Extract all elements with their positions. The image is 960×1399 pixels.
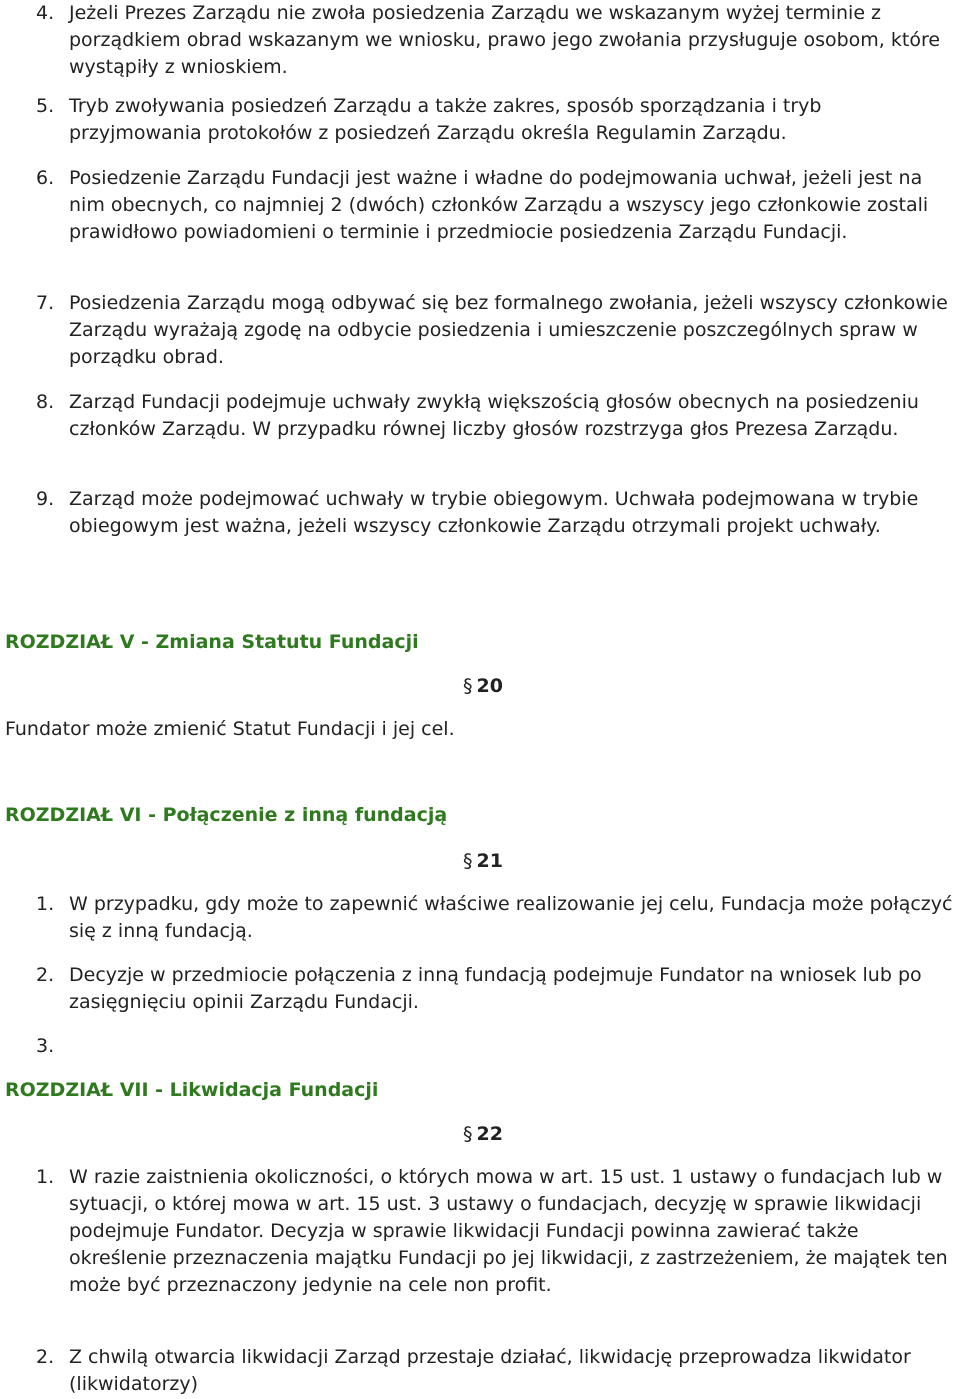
list-item-number: 4. [36,2,55,24]
paragraph-number [463,1121,503,1148]
paragraph-number-value: 20 [476,675,503,697]
list-item-text: Decyzje w przedmiocie połączenia z inną fundacją podejmuje Fundator na wniosek lub po zasięgnięciu opinii Zarządu Fundacji. [69,964,922,1013]
paragraph-number-value: 22 [476,1123,503,1145]
list-item-text: Posiedzenia Zarządu mogą odbywać się bez formalnego zwołania, jeżeli wszyscy członkowie Zarządu wyrażają zgodę na odbycie posiedzenia i umieszczenie poszczególnych spraw w porządku obrad. [69,292,948,368]
list-item-text: W przypadku, gdy może to zapewnić właściwe realizowanie jej celu, Fundacja może połączyć się z inną fundacją. [69,893,953,942]
list-item-number: 2. [36,964,55,986]
list-item-text: W razie zaistnienia okoliczności, o których mowa w art. 15 ust. 1 ustawy o fundacjach lub w sytuacji, o której mowa w art. 15 ust. 3 ustawy o fundacjach, decyzję w sprawie likwidacji podejmuje Fundator. Decyzja w sprawie likwidacji Fundacji powinna zawierać także określenie przeznaczenia majątku Fundacji po jej likwidacji, z zastrzeżeniem, że majątek ten może być przeznaczony jedynie na cele non profit. [69,1166,948,1296]
list-item-number: 8. [36,391,55,413]
section-sign: § [463,675,473,697]
list-item-number: 1. [36,1166,55,1188]
list-item-text: Posiedzenie Zarządu Fundacji jest ważne i władne do podejmowania uchwał, jeżeli jest na nim obecnych, co najmniej 2 (dwóch) członków Zarządu a wszyscy jego członkowie zostali prawidłowo powiadomieni o terminie i przedmiocie posiedzenia Zarządu Fundacji. [69,167,929,243]
chapter-heading: ROZDZIAŁ VII - Likwidacja Fundacji [5,1079,379,1101]
section-sign: § [463,1123,473,1145]
list-item-number: 6. [36,167,55,189]
chapter-heading: ROZDZIAŁ V - Zmiana Statutu Fundacji [5,631,419,653]
list-item-number: 5. [36,95,55,117]
section-sign: § [463,850,473,872]
list-item-text: Zarząd Fundacji podejmuje uchwały zwykłą większością głosów obecnych na posiedzeniu członków Zarządu. W przypadku równej liczby głosów rozstrzyga głos Prezesa Zarządu. [69,391,919,440]
list-item-text: Z chwilą otwarcia likwidacji Zarząd przestaje działać, likwidację przeprowadza likwidator (likwidatorzy) [69,1346,911,1395]
list-item-number: 9. [36,488,55,510]
paragraph-text: Fundator może zmienić Statut Fundacji i jej cel. [5,718,455,740]
list-item-text: Tryb zwoływania posiedzeń Zarządu a także zakres, sposób sporządzania i tryb przyjmowania protokołów z posiedzeń Zarządu określa Regulamin Zarządu. [69,95,822,144]
paragraph-number [463,673,503,700]
list-item-number: 1. [36,893,55,915]
list-item-text: Zarząd może podejmować uchwały w trybie obiegowym. Uchwała podejmowana w trybie obiegowym jest ważna, jeżeli wszyscy członkowie Zarządu otrzymali projekt uchwały. [69,488,919,537]
paragraph-number-value: 21 [476,850,503,872]
paragraph-number [463,848,503,875]
chapter-heading: ROZDZIAŁ VI - Połączenie z inną fundacją [5,804,448,826]
list-item-number: 3. [36,1035,55,1057]
list-item-text: Jeżeli Prezes Zarządu nie zwoła posiedzenia Zarządu we wskazanym wyżej terminie z porządkiem obrad wskazanym we wniosku, prawo jego zwołania przysługuje osobom, które wystąpiły z wnioskiem. [69,2,941,78]
list-item-number: 2. [36,1346,55,1368]
list-item-number: 7. [36,292,55,314]
